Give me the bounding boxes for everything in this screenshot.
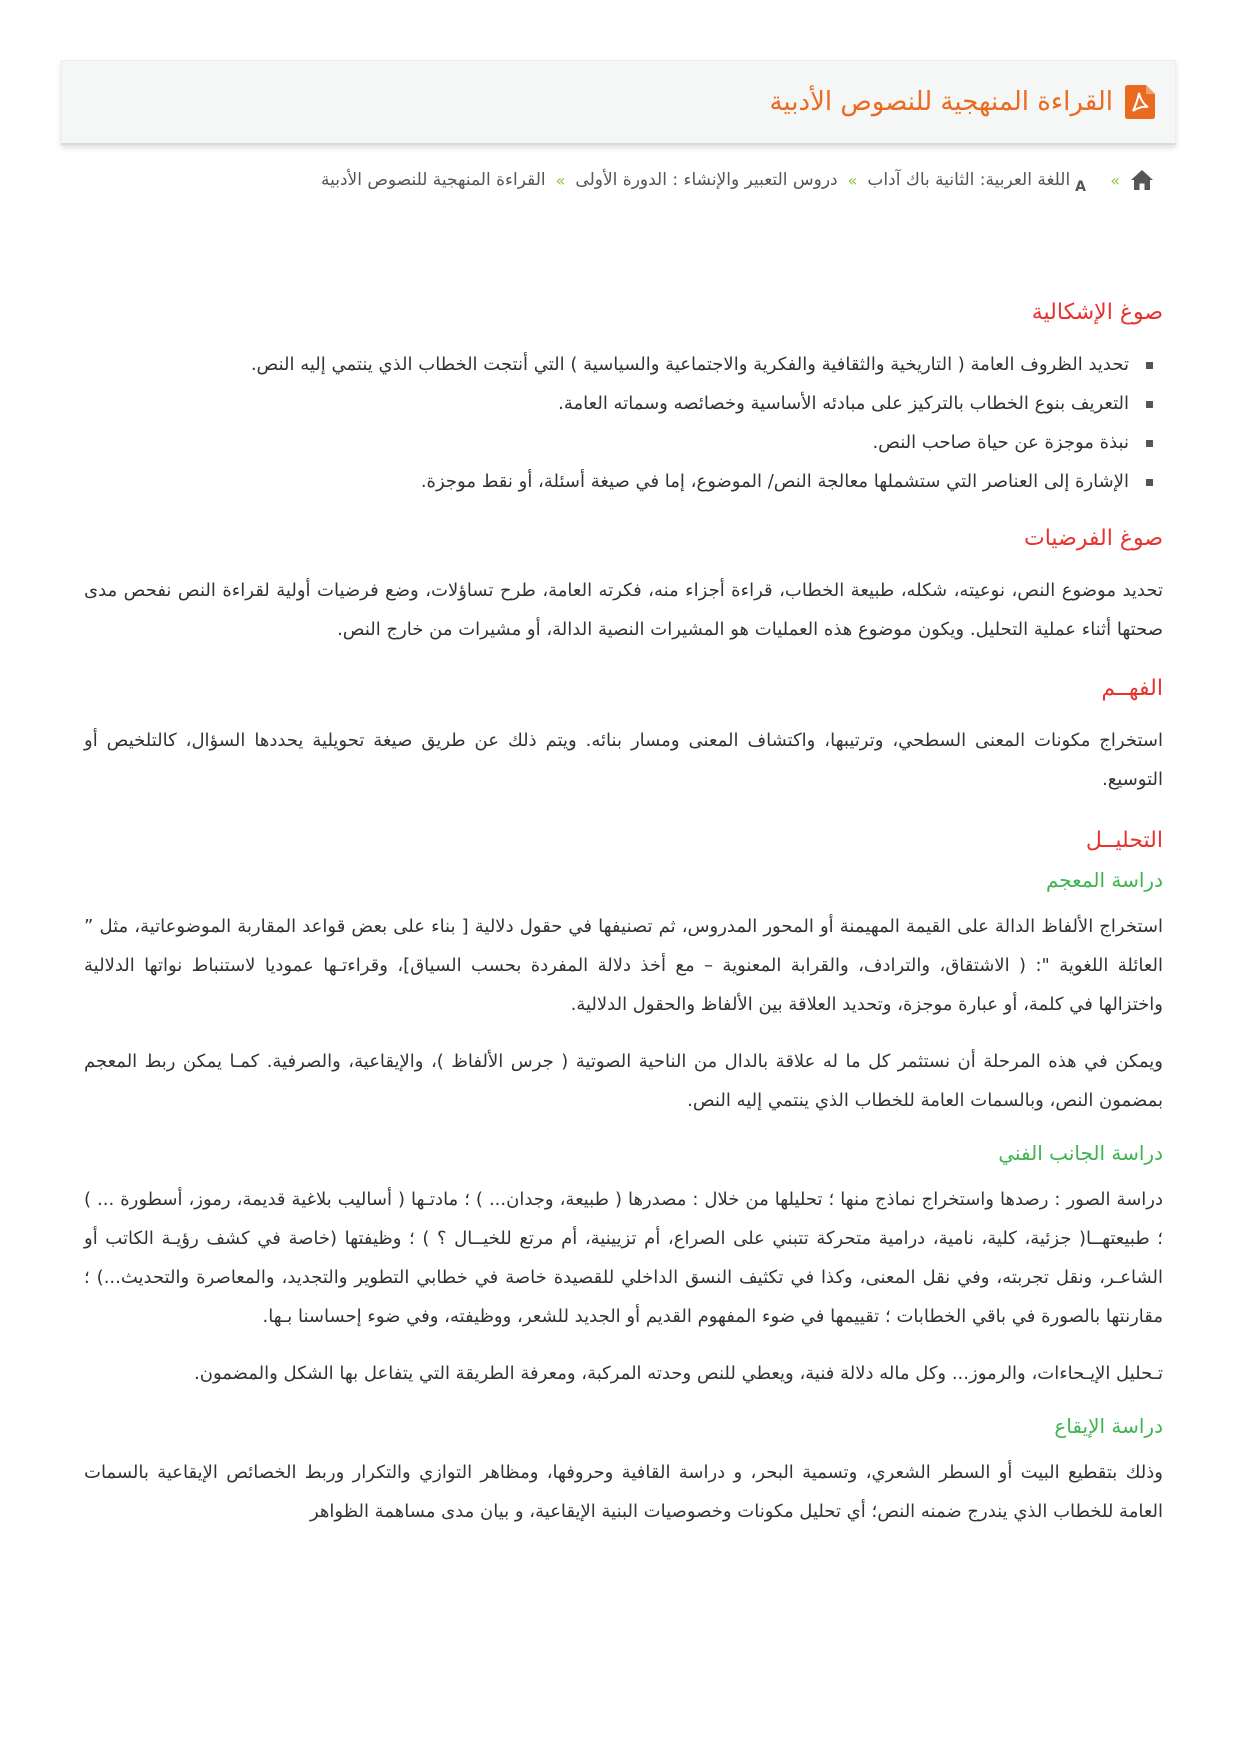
svg-text:A: A (1075, 179, 1087, 192)
heading-rhythm: دراسة الإيقاع (1054, 1414, 1163, 1438)
translate-icon (1074, 168, 1100, 192)
artistic-text-1: دراسة الصور : رصدها واستخراج نماذج منها ؛ تحليلها من خلال : مصدرها ( طبيعة، وجدان... ) ؛ مادتـها ( أساليب بلاغية قديمة، رموز، أسطورة ... ) ؛ طبيعتهــا( جزئية، كلية، نامية، درامية متحركة تتبني على الصراع، أم تزيينية، أم مرتع للخيــال ؟ ) ؛ وظيفتها (خاصة في كشف رؤيـة الكاتب أو الشاعـر، ونقل تجربته، وفي نقل المعنى، وكذا في تكثيف النسق الداخلي للقصيدة خاصة في خطابي التطوير والتجديد، والمعاصرة والتحديث...) ؛ مقارنتها بالصورة في باقي الخطابات ؛ تقييمها في ضوء المفهوم القديم أو الجديد للشعر، ووظيفته، وفي ضوء إحساسنا بـها. (84, 1189, 1163, 1327)
breadcrumb-item-lessons[interactable]: دروس التعبير والإنشاء : الدورة الأولى (575, 170, 838, 190)
list-item: الإشارة إلى العناصر التي ستشملها معالجة النص/ الموضوع، إما في صيغة أسئلة، أو نقط موجزة. (84, 462, 1163, 501)
breadcrumb-separator: » (847, 170, 858, 190)
breadcrumb-separator: » (555, 170, 566, 190)
lexicon-text-1: استخراج الألفاظ الدالة على القيمة المهيمنة أو المحور المدروس، ثم تصنيفها في حقول دلالية [ بناء على بعض قواعد المقاربة الموضوعاتية، مثل ” العائلة اللغوية ": ( الاشتقاق، والترادف، والقرابة المعنوية – مع أخذ دلالة المفردة بحسب السياق]، وقراءتـها عموديا لاستنباط نواتها الدلالية واختزالها في كلمة، أو عبارة موجزة، وتحديد العلاقة بين الألفاظ والحقول الدلالية. (84, 916, 1163, 1015)
title-bar (61, 60, 1176, 145)
heading-hypotheses: صوغ الفرضيات (1024, 526, 1163, 551)
understanding-text: استخراج مكونات المعنى السطحي، وترتيبها، واكتشاف المعنى ومسار بنائه. ويتم ذلك عن طريق صيغة تحويلية يحددها السؤال، كالتلخيص أو التوسيع. (84, 730, 1163, 790)
pdf-icon (1125, 85, 1155, 119)
breadcrumb (321, 168, 1154, 192)
breadcrumb-item-course[interactable]: اللغة العربية: الثانية باك آداب (867, 170, 1071, 190)
heading-analysis: التحليــل (1085, 828, 1163, 853)
heading-understanding: الفهــم (1101, 676, 1163, 701)
heading-artistic: دراسة الجانب الفني (998, 1141, 1163, 1165)
list-item: نبذة موجزة عن حياة صاحب النص. (84, 423, 1163, 462)
hypotheses-text: تحديد موضوع النص، نوعيته، شكله، طبيعة الخطاب، قراءة أجزاء منه، فكرته العامة، طرح تساؤلات، وضع فرضيات أولية لقراءة النص نفحص مدى صحتها أثناء عملية التحليل. ويكون موضوع هذه العمليات هو المشيرات النصية الدالة، أو مشيرات من خارج النص. (84, 580, 1163, 640)
lexicon-text-2: ويمكن في هذه المرحلة أن نستثمر كل ما له علاقة بالدال من الناحية الصوتية ( جرس الألفاظ )، والإيقاعية، والصرفية. كمـا يمكن ربط المعجم بمضمون النص، وبالسمات العامة للخطاب الذي ينتمي إليه النص. (84, 1051, 1163, 1111)
page-title: القراءة المنهجية للنصوص الأدبية (769, 87, 1113, 117)
article-content (84, 295, 1163, 1531)
breadcrumb-separator: » (1110, 170, 1120, 190)
breadcrumb-item-current: القراءة المنهجية للنصوص الأدبية (321, 170, 546, 190)
home-icon[interactable] (1130, 169, 1154, 191)
list-item: التعريف بنوع الخطاب بالتركيز على مبادئه الأساسية وخصائصه وسماته العامة. (84, 384, 1163, 423)
problem-list (84, 345, 1163, 501)
heading-problem: صوغ الإشكالية (1031, 300, 1163, 325)
rhythm-text-1: وذلك بتقطيع البيت أو السطر الشعري، وتسمية البحر، و دراسة القافية وحروفها، ومظاهر التوازي والتكرار وربط الخصائص الإيقاعية بالسمات العامة للخطاب الذي يندرج ضمنه النص؛ أي تحليل مكونات وخصوصيات البنية الإيقاعية، و بيان مدى مساهمة الظواهر (84, 1462, 1163, 1522)
heading-lexicon: دراسة المعجم (1045, 868, 1163, 892)
artistic-text-2: تـحليل الإيـحاءات، والرموز... وكل ماله دلالة فنية، ويعطي للنص وحدته المركبة، ومعرفة الطريقة التي يتفاعل بها الشكل والمضمون. (194, 1363, 1163, 1384)
list-item: تحديد الظروف العامة ( التاريخية والثقافية والفكرية والاجتماعية والسياسية ) التي أنتجت الخطاب الذي ينتمي إليه النص. (84, 345, 1163, 384)
